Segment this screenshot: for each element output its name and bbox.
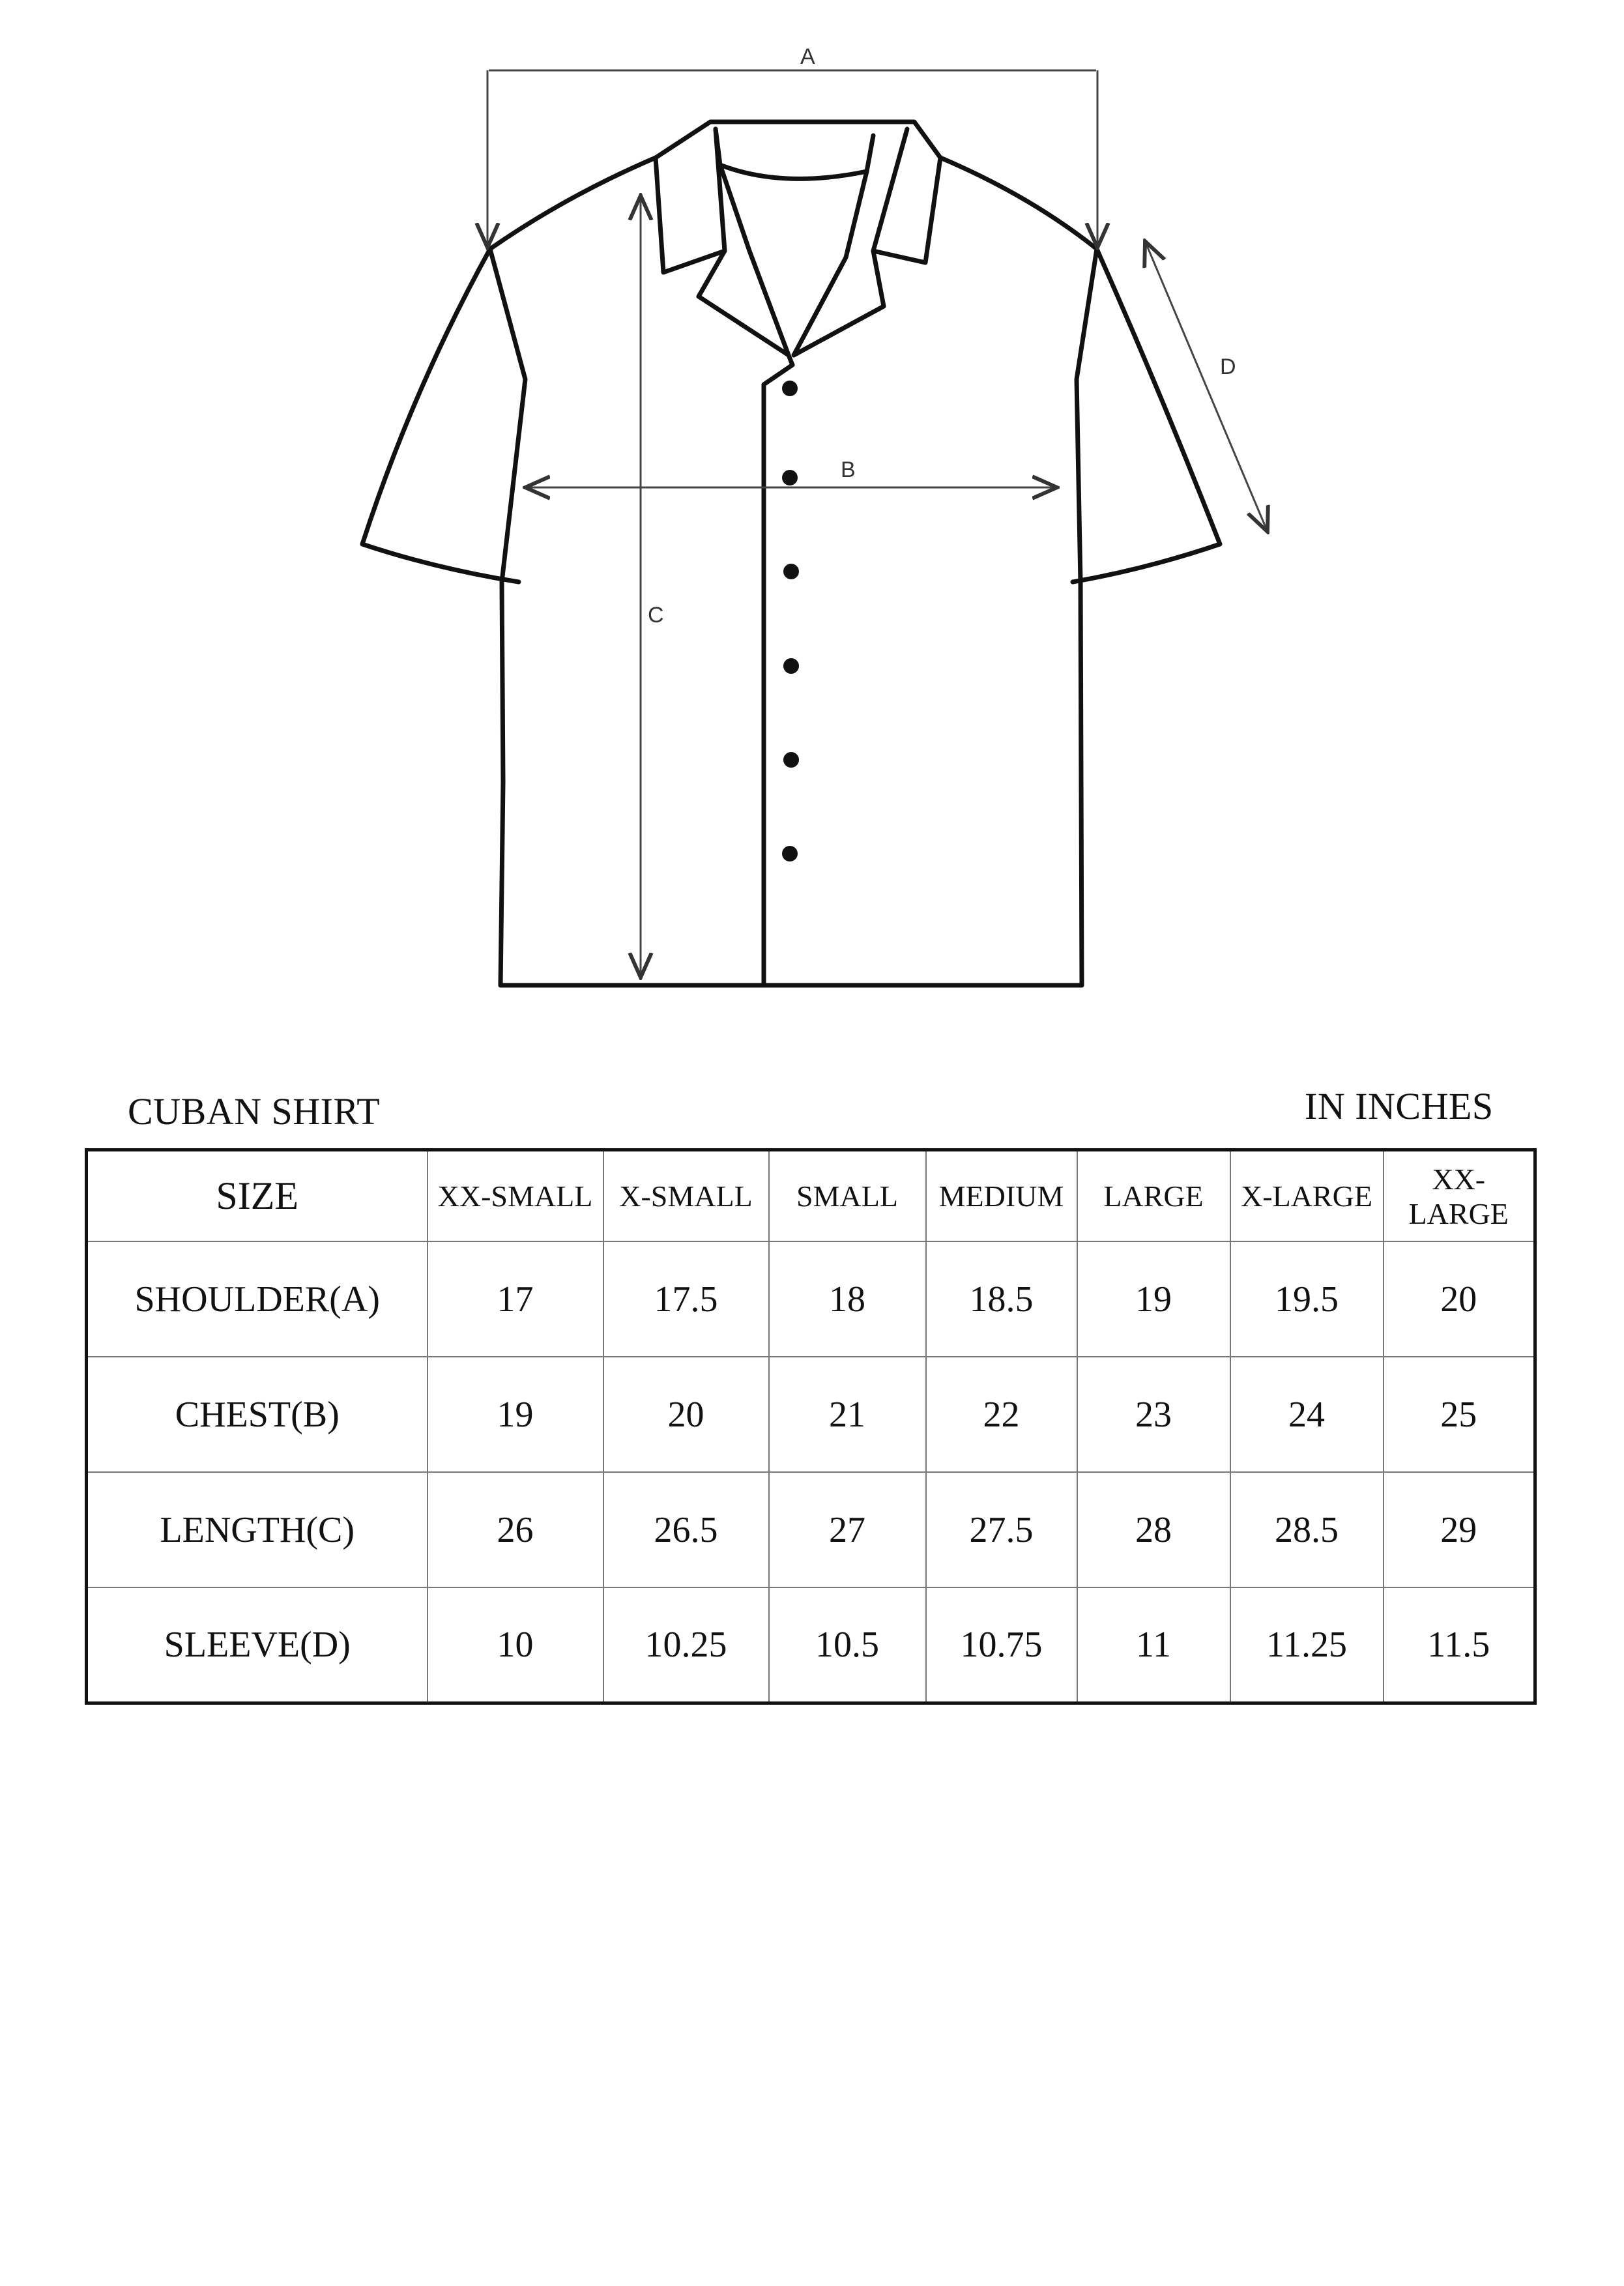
size-header-cell: SIZE	[87, 1150, 428, 1242]
table-cell: 24	[1230, 1357, 1384, 1472]
table-cell: 17	[428, 1241, 603, 1357]
table-cell: 18	[769, 1241, 926, 1357]
table-cell: 10.75	[926, 1587, 1077, 1703]
measurement-lines	[487, 70, 1268, 977]
table-cell: 18.5	[926, 1241, 1077, 1357]
table-cell: 20	[1384, 1241, 1535, 1357]
table-cell: 23	[1077, 1357, 1230, 1472]
unit-label: IN INCHES	[1305, 1085, 1494, 1127]
table-cell: 11	[1077, 1587, 1230, 1703]
table-cell: 10	[428, 1587, 603, 1703]
table-cell: 26	[428, 1472, 603, 1587]
table-cell: 22	[926, 1357, 1077, 1472]
table-row	[87, 1472, 1535, 1587]
table-cell: 19.5	[1230, 1241, 1384, 1357]
size-column-header: X-LARGE	[1230, 1150, 1384, 1242]
shirt-measurement-diagram	[0, 0, 1624, 1017]
row-label-length: LENGTH(C)	[87, 1472, 428, 1587]
table-cell: 28.5	[1230, 1472, 1384, 1587]
table-cell: 11.5	[1384, 1587, 1535, 1703]
label-b: B	[841, 457, 856, 482]
label-d: D	[1220, 354, 1236, 379]
table-cell: 11.25	[1230, 1587, 1384, 1703]
size-column-header: SMALL	[769, 1150, 926, 1242]
table-cell: 29	[1384, 1472, 1535, 1587]
size-column-header: XX-SMALL	[428, 1150, 603, 1242]
size-column-header: LARGE	[1077, 1150, 1230, 1242]
table-row	[87, 1241, 1535, 1357]
size-chart-table	[85, 1148, 1537, 1705]
row-label-sleeve: SLEEVE(D)	[87, 1587, 428, 1703]
table-cell: 10.25	[603, 1587, 769, 1703]
garment-title: CUBAN SHIRT	[128, 1090, 381, 1133]
table-row	[87, 1357, 1535, 1472]
table-cell: 25	[1384, 1357, 1535, 1472]
header-row	[87, 1150, 1535, 1242]
table-cell: 10.5	[769, 1587, 926, 1703]
label-c: C	[648, 603, 664, 628]
size-column-header: X-SMALL	[603, 1150, 769, 1242]
table-cell: 20	[603, 1357, 769, 1472]
table-cell: 27.5	[926, 1472, 1077, 1587]
table-cell: 27	[769, 1472, 926, 1587]
table-cell: 19	[428, 1357, 603, 1472]
row-label-shoulder: SHOULDER(A)	[87, 1241, 428, 1357]
row-label-chest: CHEST(B)	[87, 1357, 428, 1472]
table-cell: 17.5	[603, 1241, 769, 1357]
size-column-header: MEDIUM	[926, 1150, 1077, 1242]
table-cell: 28	[1077, 1472, 1230, 1587]
table-cell: 26.5	[603, 1472, 769, 1587]
table-cell: 21	[769, 1357, 926, 1472]
size-column-header: XX-LARGE	[1384, 1150, 1535, 1242]
label-a: A	[800, 44, 815, 69]
buttons	[782, 381, 799, 861]
table-row	[87, 1587, 1535, 1703]
table-cell: 19	[1077, 1241, 1230, 1357]
